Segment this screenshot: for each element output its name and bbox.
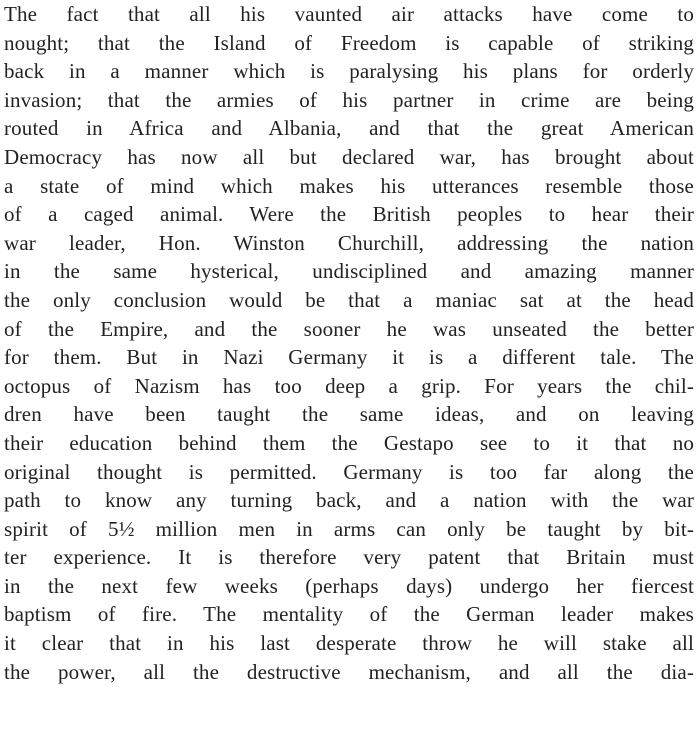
text-line: routed in Africa and Albania, and that the great American [4, 116, 694, 141]
text-line: nought; that the Island of Freedom is capable of striking [4, 30, 694, 55]
text-line: in the next few weeks (perhaps days) undergo her fiercest [4, 573, 694, 598]
text-line: of a caged animal. Were the British peoples to hear their [4, 202, 694, 227]
text-line: The fact that all his vaunted air attacks have come to [4, 2, 694, 26]
text-line: the power, all the destructive mechanism, and all the dia- [4, 659, 694, 684]
text-line: original thought is permitted. Germany is too far along the [4, 459, 694, 484]
text-line: back in a manner which is paralysing his plans for orderly [4, 59, 694, 84]
text-line: it clear that in his last desperate throw he will stake all [4, 631, 694, 656]
text-line: of the Empire, and the sooner he was unseated the better [4, 316, 694, 341]
text-line: war leader, Hon. Winston Churchill, addressing the nation [4, 230, 694, 255]
text-line: spirit of 5½ million men in arms can only be taught by bit- [4, 516, 694, 541]
text-line: their education behind them the Gestapo see to it that no [4, 430, 694, 455]
text-line: invasion; that the armies of his partner in crime are being [4, 87, 694, 112]
document-page [4, 0, 694, 686]
text-line: in the same hysterical, undisciplined and amazing manner [4, 259, 694, 284]
text-line: for them. But in Nazi Germany it is a different tale. The [4, 345, 694, 370]
text-line: ter experience. It is therefore very patent that Britain must [4, 545, 694, 570]
text-line: baptism of fire. The mentality of the German leader makes [4, 602, 694, 627]
text-line: dren have been taught the same ideas, and on leaving [4, 402, 694, 427]
text-line: the only conclusion would be that a maniac sat at the head [4, 287, 694, 312]
text-line: a state of mind which makes his utterances resemble those [4, 173, 694, 198]
text-line: octopus of Nazism has too deep a grip. For years the chil- [4, 373, 694, 398]
text-line: path to know any turning back, and a nation with the war [4, 488, 694, 513]
text-line: Democracy has now all but declared war, has brought about [4, 144, 694, 169]
